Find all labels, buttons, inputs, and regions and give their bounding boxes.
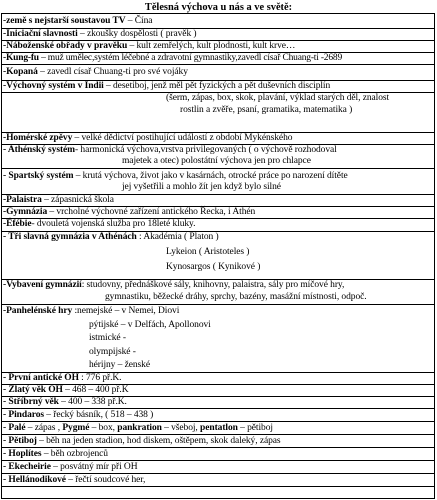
entry-continuation: rostlin a zvěře, psaní, gramatika, matematika ) xyxy=(180,105,353,115)
row-separator xyxy=(1,64,435,65)
entry-text: – box, xyxy=(89,423,118,433)
entry-continuation: majetek a otec) polostátní výchova jen pro chlapce xyxy=(122,156,311,166)
entry-term: -Náboženské obřady v pravěku xyxy=(3,41,128,51)
entry-text: – zápasnická škola xyxy=(41,195,114,205)
entry-text: – vrcholné výchovné zařízení antického Řecka, i Athén xyxy=(47,207,256,217)
entry-text: – posvátný mír při OH xyxy=(50,462,138,472)
row-separator xyxy=(1,447,435,448)
entry-term: - Athénský systém xyxy=(3,145,76,155)
entry-line xyxy=(3,133,437,144)
row-separator xyxy=(1,168,435,169)
entry-line xyxy=(3,53,437,64)
entry-line xyxy=(3,436,437,447)
entry-line xyxy=(3,16,437,27)
entry-text: – Čína xyxy=(125,16,153,26)
entry-line xyxy=(3,306,437,317)
entry-term: - Stříbrný věk xyxy=(3,397,59,407)
entry-text: – zkoušky dospělosti ( pravěk ) xyxy=(77,29,197,39)
entry-line xyxy=(3,232,437,243)
entry-term: - Zlatý věk OH xyxy=(3,385,63,395)
entry-line xyxy=(3,195,437,206)
entry-text: – zápas , xyxy=(25,423,63,433)
entry-line xyxy=(3,385,437,396)
entry-line xyxy=(3,145,437,156)
entry-term: - Pětiboj xyxy=(3,436,37,446)
row-separator xyxy=(1,460,435,461)
entry-text: – zavedl císař Chuang-ti pro své vojáky xyxy=(37,67,188,77)
entry-text: :nemejské – v Nemei, Diovi xyxy=(72,306,180,316)
entry-continuation: pýtijské – v Delfách, Apollonovi xyxy=(89,320,211,330)
entry-text: – kult zemřelých, kult plodnosti, kult krve… xyxy=(127,41,296,51)
entry-term: - Tři slavná gymnázia v Athénách xyxy=(3,232,137,242)
row-separator xyxy=(1,421,435,422)
entry-line xyxy=(3,41,437,52)
entry-term: - Spartský systém xyxy=(3,171,74,181)
page-title: Tělesná výchova u nás a ve světě: xyxy=(144,2,293,13)
entry-continuation: gymnastiku, běžecké dráhy, sprchy, bazény, masážní místnosti, odpoč. xyxy=(105,292,367,302)
entry-line xyxy=(3,475,437,486)
entry-term: -Homérské zpěvy xyxy=(3,133,73,143)
entry-term: -Kung-fu xyxy=(3,53,39,63)
entry-line xyxy=(3,29,437,40)
entry-text: : 776 př.K. xyxy=(78,373,122,383)
entry-text: - dvouletá vojenská služba pro 18leté kluky. xyxy=(31,219,196,229)
entry-term: -Iniciační slavnosti xyxy=(3,29,78,39)
entry-text: : Akadémia ( Platon ) xyxy=(136,232,219,242)
entry-term: - Hellánodikové xyxy=(3,475,66,485)
entry-term: -Panhelénské hry xyxy=(3,306,73,316)
entry-text: – běh na jeden stadion, hod diskem, oštěpem, skok daleký, zápas xyxy=(36,436,281,446)
entry-continuation: Kynosargos ( Kynikové ) xyxy=(166,262,261,272)
entry-text: – 400 – 338 př.K. xyxy=(58,397,127,407)
entry-text: – běh ozbrojenců xyxy=(41,449,108,459)
entry-line xyxy=(3,410,437,421)
entry-line xyxy=(3,67,437,78)
row-separator xyxy=(1,304,435,305)
entry-term: -země s nejstarší soustavou TV xyxy=(3,16,126,26)
row-separator xyxy=(1,486,435,487)
entry-line xyxy=(3,423,437,434)
entry-term: - První antické OH xyxy=(3,373,79,383)
entry-term: pentatlon xyxy=(200,423,238,433)
entry-text: - harmonická výchova,vrstva privilegovaných ( o výchově rozhodoval xyxy=(75,145,337,155)
entry-text: – pětiboj xyxy=(237,423,273,433)
entry-term: - Hoplítes xyxy=(3,449,42,459)
entry-line xyxy=(3,207,437,218)
entry-term: -Éfébie xyxy=(3,219,32,229)
entry-term: pankration xyxy=(117,423,162,433)
entry-line xyxy=(3,171,437,182)
entry-term: -Výchovný systém v Indii xyxy=(3,81,104,91)
entry-term: Pygmé xyxy=(62,423,90,433)
entry-text: – velké dědictví postihující událostí z období Mykénského xyxy=(72,133,293,143)
entry-term: - Palé xyxy=(3,423,26,433)
entry-term: -Gymnázia xyxy=(3,207,48,217)
entry-text: – desetiboj, jenž měl pět fyzických a pět duševních disciplín xyxy=(103,81,331,91)
entry-term: - Pindaros xyxy=(3,410,44,420)
entry-text: – řecký básník, ( 518 – 438 ) xyxy=(44,410,154,420)
entry-text: – 468 – 400 př.K xyxy=(62,385,129,395)
row-separator xyxy=(1,434,435,435)
entry-line xyxy=(3,462,437,473)
entry-line xyxy=(3,397,437,408)
entry-line xyxy=(3,81,437,92)
entry-continuation: hérijny – ženské xyxy=(89,360,150,370)
entry-continuation: istmické - xyxy=(89,333,126,343)
row-separator xyxy=(1,408,435,409)
entry-continuation: (šerm, zápas, box, skok, plavání, výklad starých děl, znalost xyxy=(166,93,390,103)
entry-term: - Ekecheirie xyxy=(3,462,51,472)
entry-text: – řečtí soudcové her, xyxy=(65,475,146,485)
entry-text: – všeboj, xyxy=(161,423,201,433)
row-separator xyxy=(1,473,435,474)
entry-continuation: Lykeion ( Aristoteles ) xyxy=(166,247,250,257)
entry-text: – krutá výchova, život jako v kasárnách, otrocké práce po narození dítěte xyxy=(73,171,348,181)
entry-line xyxy=(3,373,437,384)
entry-line xyxy=(3,449,437,460)
entry-continuation: olympijské - xyxy=(89,347,136,357)
entry-line xyxy=(3,219,437,230)
entry-text: – muž umělec,systém léčebné a zdravotní gymnastiky,zavedl císař Chuang-ti -2689 xyxy=(38,53,343,63)
entry-term: -Kopaná xyxy=(3,67,38,77)
entry-continuation: jej vyšetřili a mohlo žít jen když bylo silné xyxy=(122,182,281,192)
entry-term: -Vybavení gymnázií xyxy=(3,280,82,290)
entry-term: -Palaistra xyxy=(3,195,42,205)
entry-line xyxy=(3,280,437,291)
entry-text: : studovny, přednáškové sály, knihovny, palaistra, sály pro míčové hry, xyxy=(81,280,345,290)
